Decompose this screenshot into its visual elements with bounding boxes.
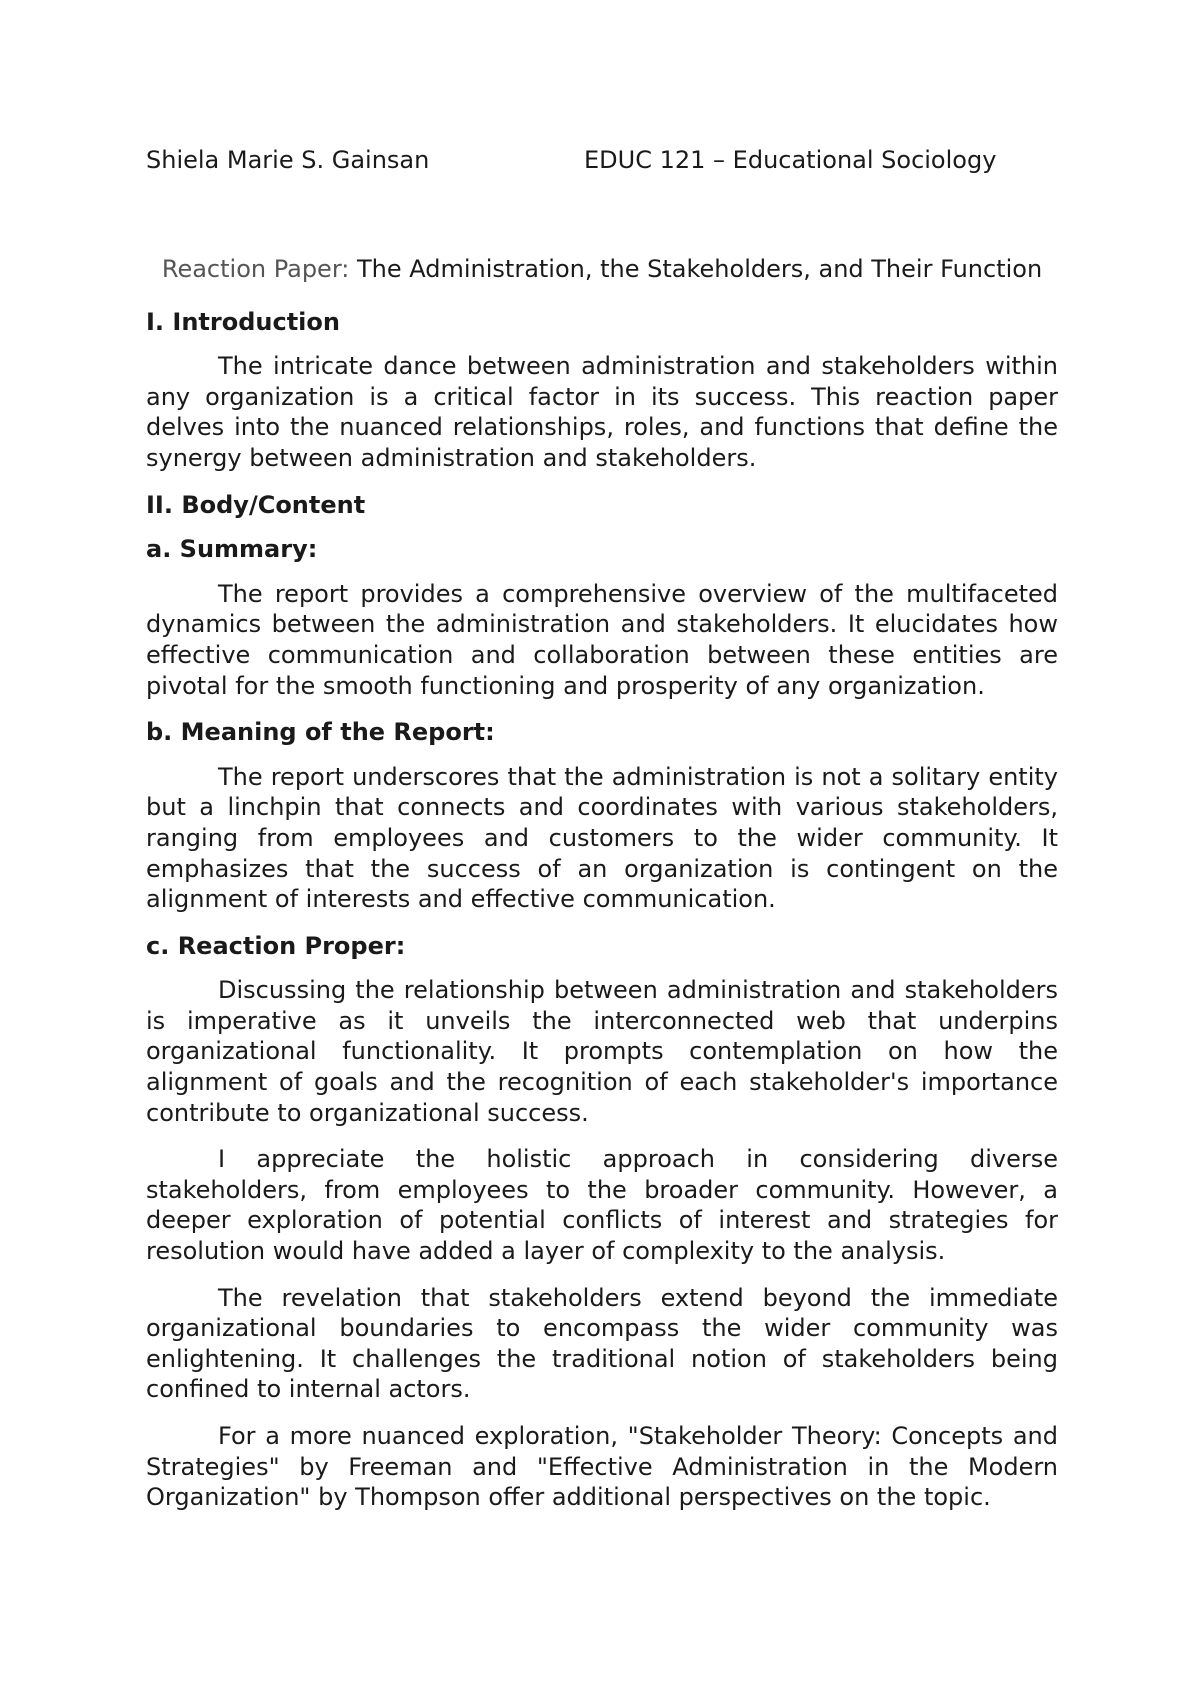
introduction-paragraph: The intricate dance between administration and stakeholders within any organization is a critical factor in its success. This reaction paper delves into the nuanced relationships, roles, and functions that define the synergy between administration and stakeholders.	[146, 352, 1058, 472]
reaction-paragraph-2: I appreciate the holistic approach in considering diverse stakeholders, from employees to the broader community. However, a deeper exploration of potential conflicts of interest and strategies for resolution would have added a layer of complexity to the analysis.	[146, 1145, 1058, 1266]
paper-title	[146, 254, 1058, 285]
introduction-heading: I. Introduction	[146, 307, 340, 336]
meaning-paragraph: The report underscores that the administration is not a solitary entity but a linchpin that connects and coordinates with various stakeholders, ranging from employees and customers to the wider community. It emphasizes that the success of an organization is contingent on the alignment of interests and effective communication.	[146, 762, 1058, 914]
summary-paragraph: The report provides a comprehensive overview of the multifaceted dynamics between the administration and stakeholders. It elucidates how effective communication and collaboration between these entities are pivotal for the smooth functioning and prosperity of any organization.	[146, 579, 1058, 700]
meaning-heading: b. Meaning of the Report:	[146, 718, 495, 747]
body-heading: II. Body/Content	[146, 490, 366, 519]
document-body	[146, 254, 1058, 1529]
paper-title-label: Reaction Paper:	[161, 255, 350, 283]
reaction-paragraph-3: The revelation that stakeholders extend beyond the immediate organizational boundaries to encompass the wider community was enlightening. It challenges the traditional notion of stakeholders being confined to internal actors.	[146, 1283, 1058, 1404]
summary-heading: a. Summary:	[146, 535, 318, 564]
course-title: EDUC 121 – Educational Sociology	[584, 146, 997, 174]
reaction-heading: c. Reaction Proper:	[146, 931, 406, 960]
paper-title-text: The Administration, the Stakeholders, and Their Function	[356, 255, 1043, 283]
author-name: Shiela Marie S. Gainsan	[146, 146, 430, 174]
reaction-paragraph-1: Discussing the relationship between administration and stakeholders is imperative as it unveils the interconnected web that underpins organizational functionality. It prompts contemplation on how the alignment of goals and the recognition of each stakeholder's importance contribute to organizational success.	[146, 976, 1058, 1127]
reaction-paragraph-4: For a more nuanced exploration, "Stakeholder Theory: Concepts and Strategies" by Freeman and "Effective Administration in the Modern Organization" by Thompson offer additional perspectives on the topic.	[146, 1422, 1058, 1512]
